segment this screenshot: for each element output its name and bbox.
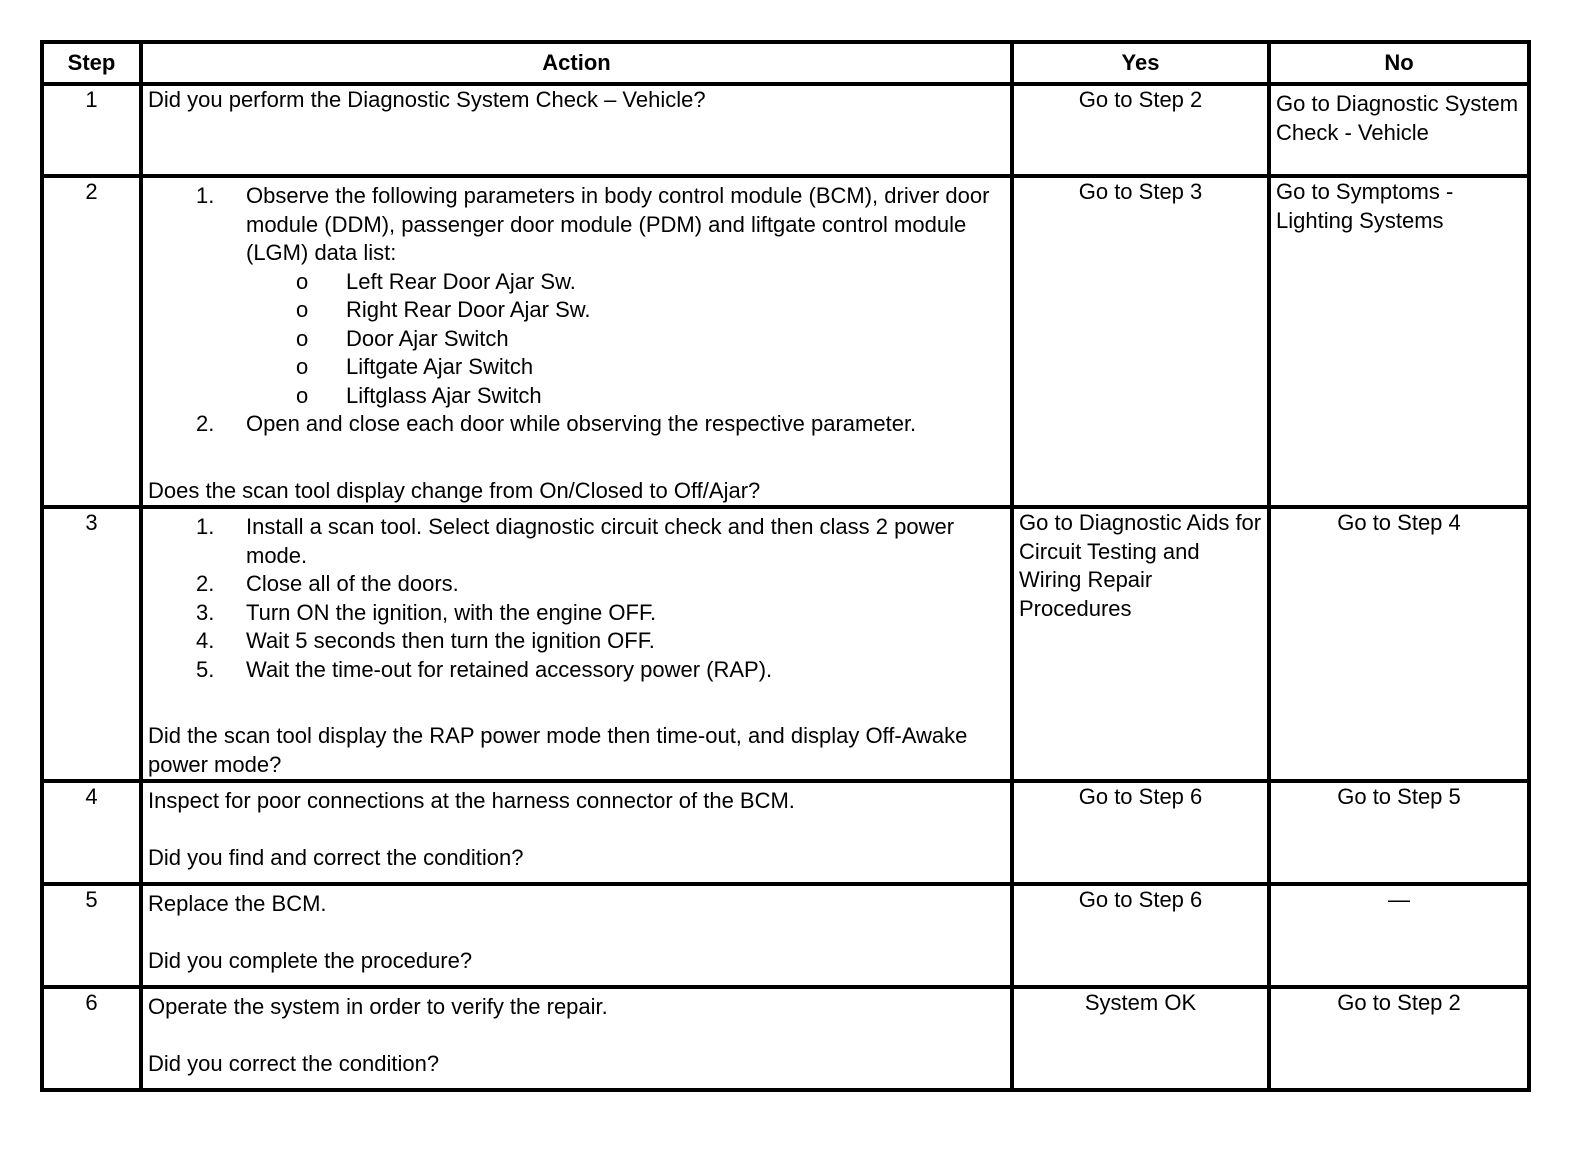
list-item — [148, 570, 1005, 599]
action-text: Replace the BCM. — [148, 891, 327, 916]
list-item — [148, 627, 1005, 656]
list-item — [148, 382, 1005, 411]
list-item — [148, 325, 1005, 354]
action-text: Operate the system in order to verify the repair. — [148, 994, 608, 1019]
bullet: o — [296, 268, 309, 294]
step-number: 2 — [42, 176, 141, 507]
list-item — [148, 296, 1005, 325]
question-text: Does the scan tool display change from On/Closed to Off/Ajar? — [148, 477, 761, 503]
list-number: 1. — [196, 514, 215, 539]
list-text: Install a scan tool. Select diagnostic circuit check and then class 2 power mode. — [246, 514, 955, 568]
yes-cell: Go to Diagnostic Aids for Circuit Testing and Wiring Repair Procedures — [1012, 507, 1269, 781]
list-item — [148, 410, 1005, 439]
action-cell — [141, 781, 1012, 884]
list-text: Close all of the doors. — [246, 571, 459, 596]
yes-cell: Go to Step 6 — [1012, 781, 1269, 884]
action-cell — [141, 84, 1012, 176]
bullet: o — [296, 297, 309, 322]
table-row — [42, 987, 1529, 1090]
no-cell: — — [1269, 884, 1529, 987]
table-row — [42, 781, 1529, 884]
list-text: Open and close each door while observing the respective parameter. — [246, 411, 917, 436]
step-number: 5 — [42, 884, 141, 987]
parameter-list — [148, 268, 1005, 411]
list-item — [148, 656, 1005, 685]
list-number: 4. — [196, 628, 215, 653]
list-item — [148, 599, 1005, 628]
list-item — [148, 268, 1005, 297]
parameter-name: Liftgate Ajar Switch — [346, 354, 534, 379]
list-text: Wait the time-out for retained accessory power (RAP). — [246, 656, 773, 682]
action-cell — [141, 176, 1012, 507]
header-no: No — [1269, 42, 1529, 84]
yes-cell: Go to Step 2 — [1012, 84, 1269, 176]
header-yes: Yes — [1012, 42, 1269, 84]
parameter-name: Liftglass Ajar Switch — [346, 382, 542, 408]
list-number: 5. — [196, 656, 215, 682]
header-action: Action — [141, 42, 1012, 84]
action-text: Did you perform the Diagnostic System Check – Vehicle? — [148, 87, 706, 112]
no-cell: Go to Diagnostic System Check - Vehicle — [1269, 84, 1529, 176]
procedure-list — [148, 513, 1005, 684]
header-step: Step — [42, 42, 141, 84]
list-text: Turn ON the ignition, with the engine OFF. — [246, 599, 657, 625]
yes-cell: System OK — [1012, 987, 1269, 1090]
parameter-name: Left Rear Door Ajar Sw. — [346, 268, 576, 294]
procedure-list — [148, 182, 1005, 439]
question-text: Did the scan tool display the RAP power mode then time-out, and display Off-Awake power mode? — [148, 723, 968, 777]
bullet: o — [296, 354, 309, 379]
list-number: 2. — [196, 571, 215, 596]
list-text: Observe the following parameters in body control module (BCM), driver door module (DDM), passenger door module (PDM) and liftgate control module (LGM) data list: — [246, 183, 990, 265]
table-row — [42, 507, 1529, 781]
bullet: o — [296, 382, 309, 408]
action-text: Inspect for poor connections at the harness connector of the BCM. — [148, 788, 795, 813]
question-text: Did you find and correct the condition? — [148, 844, 524, 870]
no-cell: Go to Symptoms - Lighting Systems — [1269, 176, 1529, 507]
list-item — [148, 182, 1005, 410]
header-row — [42, 42, 1529, 84]
diagnostic-table — [40, 40, 1531, 1092]
list-text: Wait 5 seconds then turn the ignition OFF. — [246, 628, 655, 653]
step-number: 4 — [42, 781, 141, 884]
list-item — [148, 513, 1005, 570]
table-row — [42, 84, 1529, 176]
table-row — [42, 884, 1529, 987]
question-text: Did you correct the condition? — [148, 1050, 440, 1076]
list-number: 2. — [196, 411, 215, 436]
yes-cell: Go to Step 3 — [1012, 176, 1269, 507]
table-row — [42, 176, 1529, 507]
step-number: 6 — [42, 987, 141, 1090]
step-number: 1 — [42, 84, 141, 176]
no-cell: Go to Step 5 — [1269, 781, 1529, 884]
yes-cell: Go to Step 6 — [1012, 884, 1269, 987]
action-cell — [141, 507, 1012, 781]
action-cell — [141, 884, 1012, 987]
list-item — [148, 353, 1005, 382]
question-text: Did you complete the procedure? — [148, 947, 473, 973]
step-number: 3 — [42, 507, 141, 781]
parameter-name: Door Ajar Switch — [346, 325, 509, 351]
list-number: 1. — [196, 183, 215, 208]
action-cell — [141, 987, 1012, 1090]
no-cell: Go to Step 2 — [1269, 987, 1529, 1090]
no-cell: Go to Step 4 — [1269, 507, 1529, 781]
list-number: 3. — [196, 599, 215, 625]
bullet: o — [296, 325, 309, 351]
parameter-name: Right Rear Door Ajar Sw. — [346, 297, 591, 322]
